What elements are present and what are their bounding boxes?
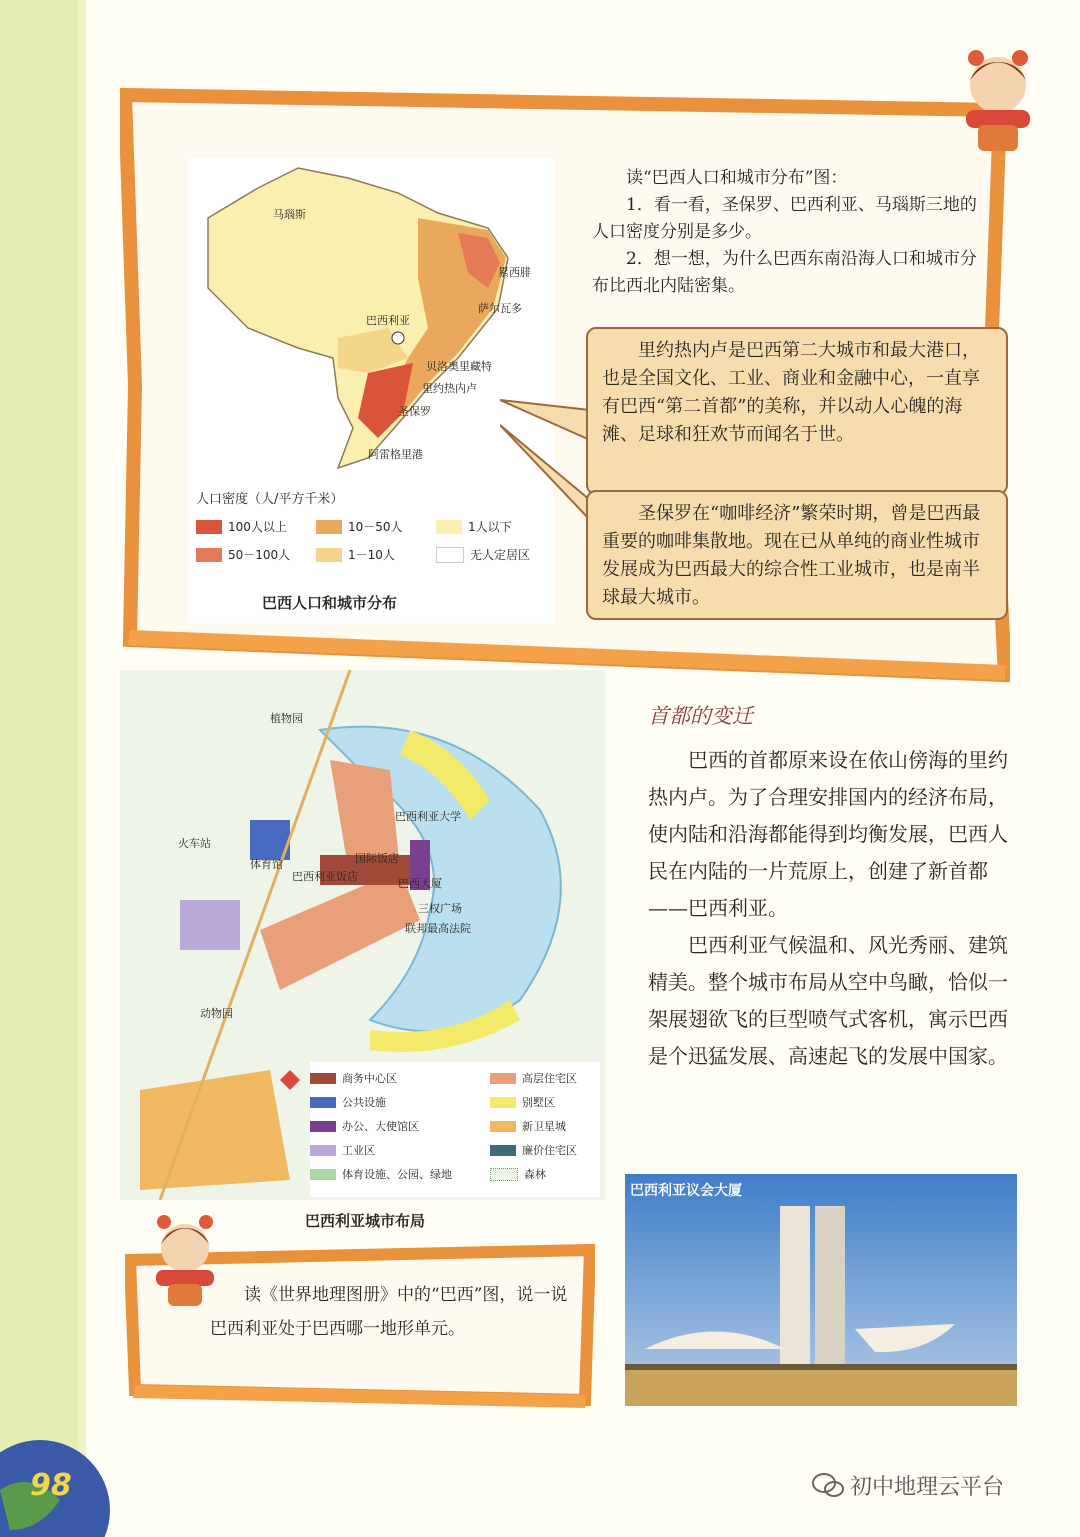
city-map-caption: 巴西利亚城市布局 — [305, 1212, 426, 1230]
legend-swatch — [196, 520, 222, 534]
rio-info-box — [586, 327, 1008, 495]
map-label: 体育馆 — [250, 858, 283, 871]
activity-note — [210, 1278, 570, 1346]
legend-label: 高层住宅区 — [522, 1072, 577, 1085]
map-label: 巴西利亚大学 — [395, 810, 461, 823]
city-label: 贝洛奥里藏特 — [426, 360, 492, 373]
city-legend-item — [490, 1070, 577, 1086]
left-margin-stripe — [78, 0, 86, 1537]
legend-item — [196, 518, 316, 535]
legend-label: 无人定居区 — [470, 548, 531, 562]
map-label: 动物园 — [200, 1007, 233, 1020]
rio-info-text: 里约热内卢是巴西第二大城市和最大港口，也是全国文化、工业、商业和金融中心，一直享有巴西“第二首都”的美称，并以动人心魄的海滩、足球和狂欢节而闻名于世。 — [602, 340, 980, 445]
legend-swatch — [436, 547, 464, 563]
legend-swatch — [436, 520, 462, 534]
city-legend-item — [490, 1118, 566, 1134]
city-legend-item — [310, 1142, 375, 1158]
legend-label: 新卫星城 — [522, 1120, 566, 1133]
legend-label: 10－50人 — [348, 520, 403, 534]
questions — [592, 165, 992, 300]
page-number: 98 — [30, 1468, 72, 1503]
legend-label: 50－100人 — [228, 548, 291, 562]
cartoon-girl-icon — [958, 40, 1038, 155]
city-label: 马瑙斯 — [273, 208, 306, 221]
legend-swatch — [490, 1097, 516, 1108]
legend-item — [436, 546, 556, 563]
question-item: 1．看一看，圣保罗、巴西利亚、马瑙斯三地的人口密度分别是多少。 — [592, 195, 977, 242]
city-map-legend — [310, 1062, 600, 1197]
city-label: 圣保罗 — [398, 405, 431, 418]
map-label: 联邦最高法院 — [405, 922, 471, 935]
left-margin-bar — [0, 0, 78, 1537]
legend-label: 1人以下 — [468, 520, 512, 534]
legend-swatch — [196, 548, 222, 562]
legend-label: 办公、大使馆区 — [342, 1120, 419, 1133]
brasilia-city-map — [120, 670, 605, 1200]
legend-label: 1－10人 — [348, 548, 395, 562]
legend-swatch — [490, 1073, 516, 1084]
legend-label: 体育设施、公园、绿地 — [342, 1168, 452, 1181]
legend-item — [316, 546, 436, 563]
city-legend-item — [310, 1166, 452, 1182]
city-label: 萨尔瓦多 — [478, 302, 522, 315]
brasilia-marker — [392, 332, 404, 344]
airport-icon — [280, 1070, 300, 1090]
map-label: 巴西利亚饭店 — [292, 870, 358, 883]
legend-item — [316, 518, 436, 535]
wechat-icon — [812, 1472, 844, 1500]
section-body — [648, 742, 1016, 1075]
legend-item — [196, 546, 316, 563]
legend-label: 商务中心区 — [342, 1072, 397, 1085]
legend-label: 100人以上 — [228, 520, 287, 534]
question-item: 2．想一想，为什么巴西东南沿海人口和城市分布比西北内陆密集。 — [592, 249, 977, 296]
map-label: 植物园 — [270, 712, 303, 725]
legend-swatch — [310, 1097, 336, 1108]
saopaulo-info-text: 圣保罗在“咖啡经济”繁荣时期，曾是巴西最重要的咖啡集散地。现在已从单纯的商业性城市发展成为巴西最大的综合性工业城市，也是南半球最大城市。 — [602, 503, 981, 608]
legend-label: 公共设施 — [342, 1096, 386, 1109]
watermark-text: 初中地理云平台 — [850, 1475, 1005, 1500]
saopaulo-info-box — [586, 490, 1008, 620]
legend-label: 廉价住宅区 — [522, 1144, 577, 1157]
map-label: 火车站 — [178, 837, 211, 850]
city-legend-item — [490, 1094, 555, 1110]
legend-label: 森林 — [524, 1168, 546, 1181]
legend-swatch — [316, 548, 342, 562]
legend-swatch — [316, 520, 342, 534]
note-text: 读《世界地理图册》中的“巴西”图，说一说巴西利亚处于巴西哪一地形单元。 — [210, 1285, 568, 1339]
map-caption: 巴西人口和城市分布 — [262, 594, 398, 612]
city-legend-item — [310, 1094, 386, 1110]
question-intro: 读“巴西人口和城市分布”图： — [626, 168, 848, 188]
legend-swatch — [490, 1168, 518, 1181]
legend-label: 工业区 — [342, 1144, 375, 1157]
city-label: 里约热内卢 — [422, 382, 477, 395]
city-label: 巴西利亚 — [366, 314, 410, 327]
legend-swatch — [490, 1145, 516, 1156]
paragraph: 巴西的首都原来设在依山傍海的里约热内卢。为了合理安排国内的经济布局，使内陆和沿海都能得到均衡发展，巴西人民在内陆的一片荒原上，创建了新首都——巴西利亚。 — [648, 748, 1008, 920]
city-legend-item — [310, 1070, 397, 1086]
city-label: 累西腓 — [498, 266, 531, 279]
legend-swatch — [310, 1073, 336, 1084]
callout-pointer — [500, 380, 600, 530]
section-title: 首都的变迁 — [648, 704, 753, 728]
legend-swatch — [310, 1145, 336, 1156]
map-label: 三权广场 — [418, 902, 462, 915]
map-label: 巴西大厦 — [398, 877, 442, 890]
parliament-photo — [625, 1174, 1017, 1406]
legend-label: 别墅区 — [522, 1096, 555, 1109]
paragraph: 巴西利亚气候温和、风光秀丽、建筑精美。整个城市布局从空中鸟瞰，恰似一架展翅欲飞的巨型喷气式客机，寓示巴西是个迅猛发展、高速起飞的发展中国家。 — [648, 933, 1008, 1068]
legend-swatch — [310, 1121, 336, 1132]
city-legend-item — [310, 1118, 419, 1134]
map-label: 国际饭店 — [355, 852, 399, 865]
legend-title: 人口密度（人/平方千米） — [196, 492, 344, 507]
legend-swatch — [310, 1169, 336, 1180]
city-label: 阿雷格里港 — [368, 448, 423, 461]
legend-swatch — [490, 1121, 516, 1132]
photo-caption: 巴西利亚议会大厦 — [630, 1183, 742, 1199]
city-legend-item — [490, 1166, 546, 1182]
city-legend-item — [490, 1142, 577, 1158]
